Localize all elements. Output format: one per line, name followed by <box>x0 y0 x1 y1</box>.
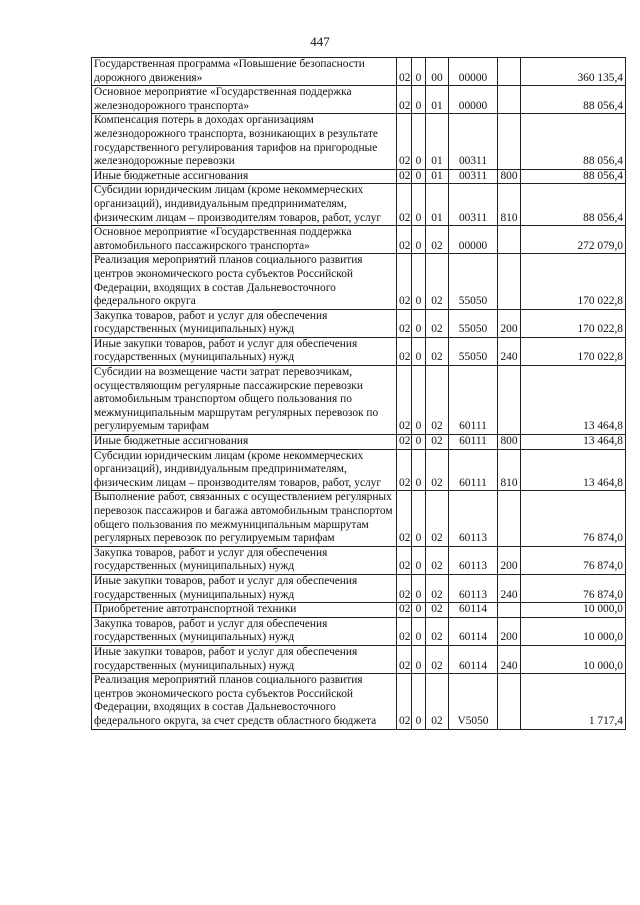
table-row <box>92 617 626 645</box>
subprogram-code-cell: 0 <box>412 337 426 365</box>
main-activity-code-cell: 02 <box>426 254 449 309</box>
table-row <box>92 114 626 169</box>
row-name-cell: Закупка товаров, работ и услуг для обеспечения государственных (муниципальных) нужд <box>92 546 397 574</box>
program-code-cell: 02 <box>397 114 412 169</box>
table-row <box>92 603 626 618</box>
program-code-cell: 02 <box>397 254 412 309</box>
budget-table <box>91 57 626 730</box>
expense-type-cell: 200 <box>498 617 521 645</box>
amount-cell: 170 022,8 <box>521 337 626 365</box>
row-name-cell: Основное мероприятие «Государственная поддержка автомобильного пассажирского транспорта» <box>92 226 397 254</box>
main-activity-code-cell: 01 <box>426 114 449 169</box>
subprogram-code-cell: 0 <box>412 226 426 254</box>
main-activity-code-cell: 02 <box>426 491 449 546</box>
amount-cell: 170 022,8 <box>521 309 626 337</box>
row-name-cell: Иные бюджетные ассигнования <box>92 169 397 184</box>
amount-cell: 76 874,0 <box>521 546 626 574</box>
subprogram-code-cell: 0 <box>412 674 426 729</box>
program-code-cell: 02 <box>397 603 412 618</box>
expense-type-cell: 800 <box>498 435 521 450</box>
main-activity-code-cell: 01 <box>426 86 449 114</box>
program-code-cell: 02 <box>397 449 412 491</box>
amount-cell: 13 464,8 <box>521 366 626 435</box>
amount-cell: 10 000,0 <box>521 645 626 673</box>
expense-type-cell <box>498 674 521 729</box>
table-row <box>92 226 626 254</box>
program-code-cell: 02 <box>397 86 412 114</box>
expense-type-cell <box>498 86 521 114</box>
row-name-cell: Основное мероприятие «Государственная поддержка железнодорожного транспорта» <box>92 86 397 114</box>
amount-cell: 360 135,4 <box>521 58 626 86</box>
amount-cell: 88 056,4 <box>521 86 626 114</box>
main-activity-code-cell: 01 <box>426 169 449 184</box>
table-row <box>92 449 626 491</box>
expense-type-cell <box>498 366 521 435</box>
subprogram-code-cell: 0 <box>412 603 426 618</box>
amount-cell: 88 056,4 <box>521 169 626 184</box>
direction-code-cell: 55050 <box>449 309 498 337</box>
row-name-cell: Субсидии юридическим лицам (кроме некоммерческих организаций), индивидуальным предпринимателям, физическим лицам – производителям товаров, работ, услуг <box>92 184 397 226</box>
program-code-cell: 02 <box>397 58 412 86</box>
main-activity-code-cell: 02 <box>426 337 449 365</box>
direction-code-cell: 60111 <box>449 449 498 491</box>
table-row <box>92 309 626 337</box>
table-row <box>92 546 626 574</box>
program-code-cell: 02 <box>397 574 412 602</box>
direction-code-cell: 60113 <box>449 491 498 546</box>
direction-code-cell: 60114 <box>449 603 498 618</box>
main-activity-code-cell: 02 <box>426 226 449 254</box>
direction-code-cell: 60113 <box>449 546 498 574</box>
subprogram-code-cell: 0 <box>412 309 426 337</box>
table-row <box>92 184 626 226</box>
amount-cell: 88 056,4 <box>521 184 626 226</box>
subprogram-code-cell: 0 <box>412 617 426 645</box>
subprogram-code-cell: 0 <box>412 366 426 435</box>
program-code-cell: 02 <box>397 435 412 450</box>
main-activity-code-cell: 02 <box>426 309 449 337</box>
main-activity-code-cell: 02 <box>426 449 449 491</box>
main-activity-code-cell: 01 <box>426 184 449 226</box>
expense-type-cell <box>498 254 521 309</box>
direction-code-cell: V5050 <box>449 674 498 729</box>
amount-cell: 272 079,0 <box>521 226 626 254</box>
row-name-cell: Иные бюджетные ассигнования <box>92 435 397 450</box>
table-row <box>92 366 626 435</box>
program-code-cell: 02 <box>397 491 412 546</box>
direction-code-cell: 60111 <box>449 435 498 450</box>
subprogram-code-cell: 0 <box>412 574 426 602</box>
direction-code-cell: 60113 <box>449 574 498 602</box>
table-row <box>92 169 626 184</box>
program-code-cell: 02 <box>397 309 412 337</box>
direction-code-cell: 60111 <box>449 366 498 435</box>
row-name-cell: Субсидии юридическим лицам (кроме некоммерческих организаций), индивидуальным предпринимателям, физическим лицам – производителям товаров, работ, услуг <box>92 449 397 491</box>
direction-code-cell: 55050 <box>449 254 498 309</box>
expense-type-cell <box>498 491 521 546</box>
row-name-cell: Иные закупки товаров, работ и услуг для обеспечения государственных (муниципальных) нужд <box>92 337 397 365</box>
subprogram-code-cell: 0 <box>412 184 426 226</box>
main-activity-code-cell: 02 <box>426 546 449 574</box>
subprogram-code-cell: 0 <box>412 449 426 491</box>
subprogram-code-cell: 0 <box>412 546 426 574</box>
amount-cell: 170 022,8 <box>521 254 626 309</box>
main-activity-code-cell: 02 <box>426 366 449 435</box>
expense-type-cell: 810 <box>498 449 521 491</box>
subprogram-code-cell: 0 <box>412 435 426 450</box>
direction-code-cell: 00000 <box>449 86 498 114</box>
amount-cell: 10 000,0 <box>521 617 626 645</box>
table-row <box>92 574 626 602</box>
direction-code-cell: 00311 <box>449 184 498 226</box>
direction-code-cell: 00311 <box>449 169 498 184</box>
expense-type-cell <box>498 114 521 169</box>
amount-cell: 13 464,8 <box>521 449 626 491</box>
main-activity-code-cell: 02 <box>426 617 449 645</box>
table-row <box>92 58 626 86</box>
expense-type-cell: 240 <box>498 645 521 673</box>
row-name-cell: Реализация мероприятий планов социального развития центров экономического роста субъектов Российской Федерации, входящих в состав Дальневосточного федерального округа <box>92 254 397 309</box>
program-code-cell: 02 <box>397 645 412 673</box>
main-activity-code-cell: 02 <box>426 674 449 729</box>
main-activity-code-cell: 02 <box>426 435 449 450</box>
subprogram-code-cell: 0 <box>412 491 426 546</box>
row-name-cell: Закупка товаров, работ и услуг для обеспечения государственных (муниципальных) нужд <box>92 617 397 645</box>
row-name-cell: Компенсация потерь в доходах организациям железнодорожного транспорта, возникающих в результате государственного регулирования тарифов на пригородные железнодорожные перевозки <box>92 114 397 169</box>
expense-type-cell: 810 <box>498 184 521 226</box>
expense-type-cell <box>498 58 521 86</box>
subprogram-code-cell: 0 <box>412 169 426 184</box>
page-number: 447 <box>310 34 330 49</box>
table-row <box>92 337 626 365</box>
budget-table-body <box>92 58 626 730</box>
row-name-cell: Государственная программа «Повышение безопасности дорожного движения» <box>92 58 397 86</box>
amount-cell: 1 717,4 <box>521 674 626 729</box>
amount-cell: 76 874,0 <box>521 574 626 602</box>
program-code-cell: 02 <box>397 366 412 435</box>
row-name-cell: Приобретение автотранспортной техники <box>92 603 397 618</box>
program-code-cell: 02 <box>397 546 412 574</box>
program-code-cell: 02 <box>397 169 412 184</box>
direction-code-cell: 00000 <box>449 58 498 86</box>
expense-type-cell <box>498 603 521 618</box>
subprogram-code-cell: 0 <box>412 114 426 169</box>
program-code-cell: 02 <box>397 226 412 254</box>
table-row <box>92 645 626 673</box>
row-name-cell: Закупка товаров, работ и услуг для обеспечения государственных (муниципальных) нужд <box>92 309 397 337</box>
main-activity-code-cell: 00 <box>426 58 449 86</box>
direction-code-cell: 00000 <box>449 226 498 254</box>
program-code-cell: 02 <box>397 184 412 226</box>
expense-type-cell: 200 <box>498 309 521 337</box>
program-code-cell: 02 <box>397 337 412 365</box>
expense-type-cell: 240 <box>498 574 521 602</box>
table-row <box>92 254 626 309</box>
subprogram-code-cell: 0 <box>412 254 426 309</box>
amount-cell: 76 874,0 <box>521 491 626 546</box>
row-name-cell: Иные закупки товаров, работ и услуг для обеспечения государственных (муниципальных) нужд <box>92 645 397 673</box>
amount-cell: 88 056,4 <box>521 114 626 169</box>
row-name-cell: Реализация мероприятий планов социального развития центров экономического роста субъектов Российской Федерации, входящих в состав Дальневосточного федерального округа, за счет средств областного бюджета <box>92 674 397 729</box>
table-row <box>92 435 626 450</box>
direction-code-cell: 55050 <box>449 337 498 365</box>
main-activity-code-cell: 02 <box>426 574 449 602</box>
direction-code-cell: 60114 <box>449 645 498 673</box>
subprogram-code-cell: 0 <box>412 86 426 114</box>
amount-cell: 13 464,8 <box>521 435 626 450</box>
expense-type-cell: 800 <box>498 169 521 184</box>
expense-type-cell: 200 <box>498 546 521 574</box>
direction-code-cell: 00311 <box>449 114 498 169</box>
subprogram-code-cell: 0 <box>412 645 426 673</box>
row-name-cell: Иные закупки товаров, работ и услуг для обеспечения государственных (муниципальных) нужд <box>92 574 397 602</box>
program-code-cell: 02 <box>397 674 412 729</box>
subprogram-code-cell: 0 <box>412 58 426 86</box>
table-row <box>92 86 626 114</box>
row-name-cell: Субсидии на возмещение части затрат перевозчикам, осуществляющим регулярные пассажирские перевозки автомобильным транспортом общего пользования по межмуниципальным маршрутам регулярных перевозок по регулируемым тарифам <box>92 366 397 435</box>
direction-code-cell: 60114 <box>449 617 498 645</box>
expense-type-cell: 240 <box>498 337 521 365</box>
table-row <box>92 674 626 729</box>
row-name-cell: Выполнение работ, связанных с осуществлением регулярных перевозок пассажиров и багажа автомобильным транспортом общего пользования по межмуниципальным маршрутам регулярных перевозок по регулируемым тарифам <box>92 491 397 546</box>
main-activity-code-cell: 02 <box>426 645 449 673</box>
program-code-cell: 02 <box>397 617 412 645</box>
amount-cell: 10 000,0 <box>521 603 626 618</box>
main-activity-code-cell: 02 <box>426 603 449 618</box>
expense-type-cell <box>498 226 521 254</box>
table-row <box>92 491 626 546</box>
